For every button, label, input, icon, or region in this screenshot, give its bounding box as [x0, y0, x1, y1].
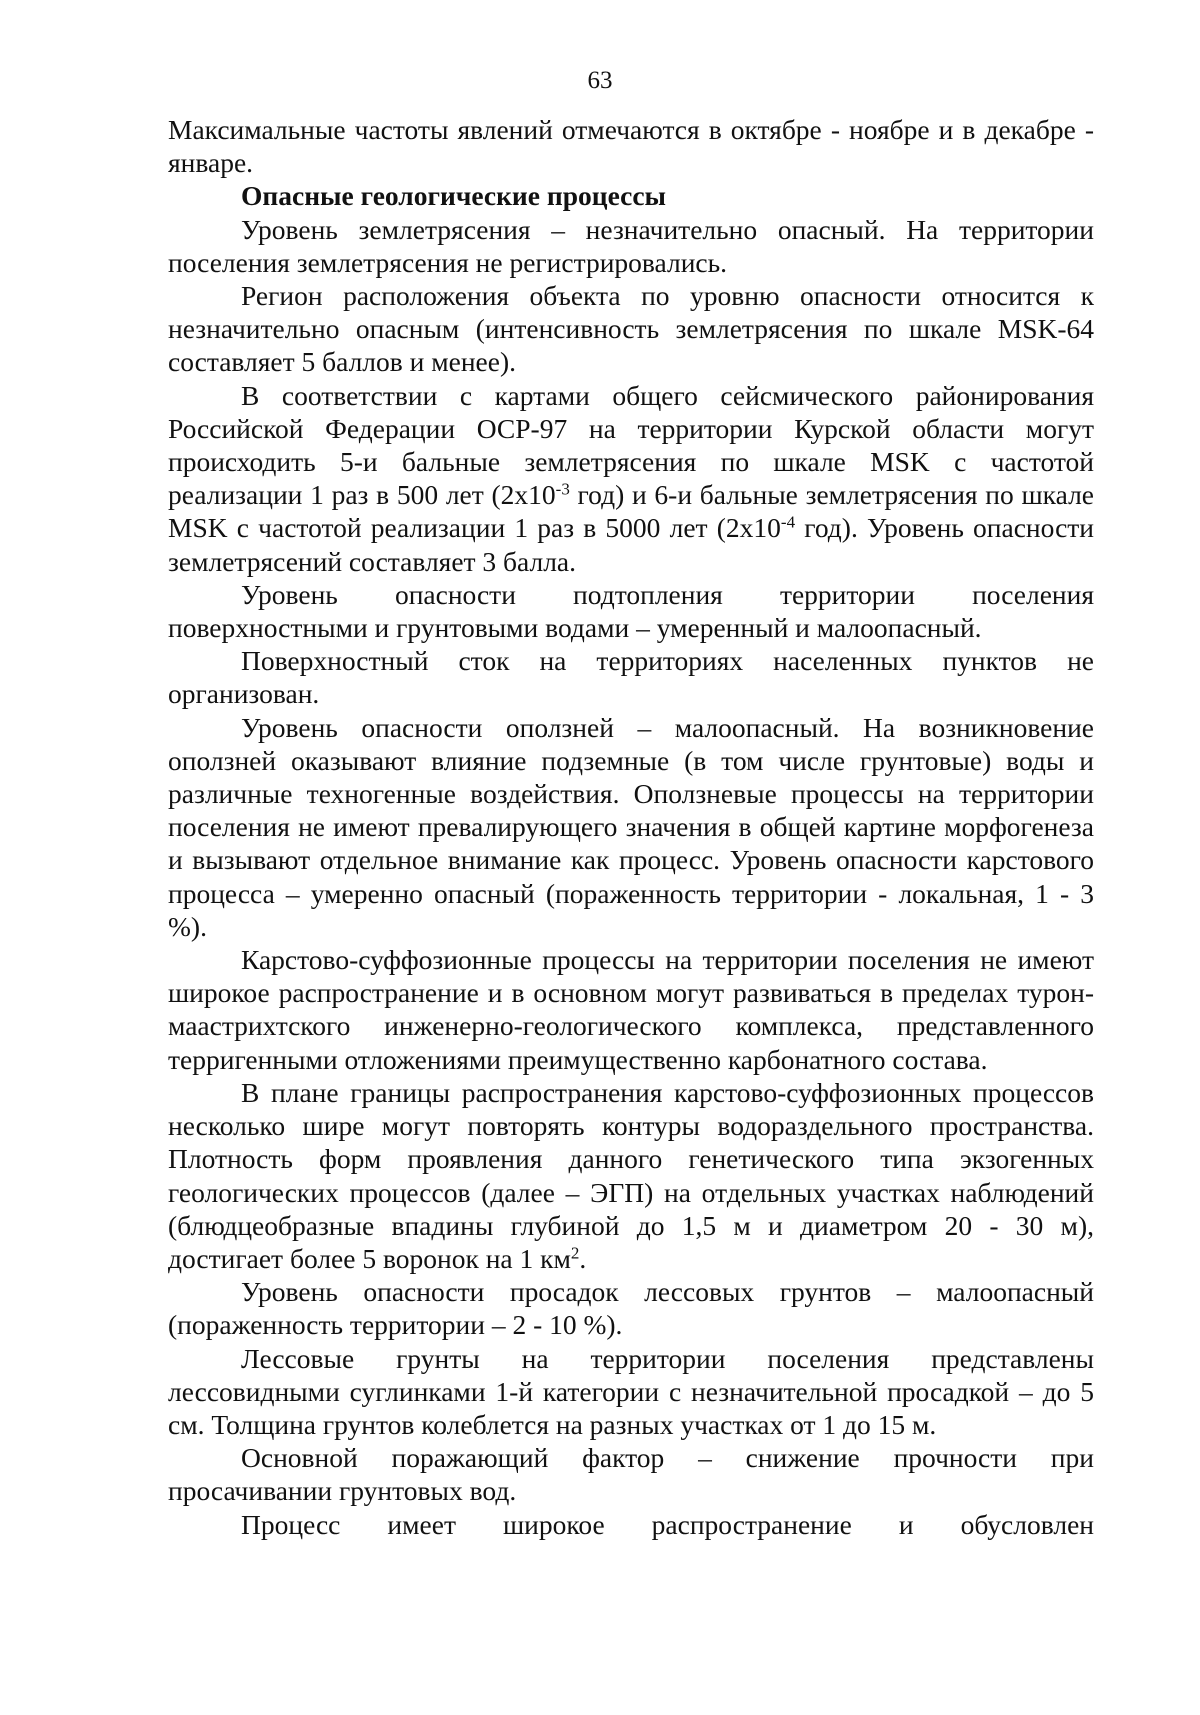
paragraph-region-hazard: Регион расположения объекта по уровню опасности относится к незначительно опасным (интенсивность землетрясения по шкале MSK-64 составляет 5 баллов и менее).	[168, 280, 1094, 378]
paragraph-loess-soils: Лессовые грунты на территории поселения представлены лессовидными суглинками 1-й категории с незначительной просадкой – до 5 см. Толщина грунтов колеблется на разных участках от 1 до 15 м.	[168, 1342, 1094, 1440]
seismic-exponent-2: -4	[780, 513, 796, 533]
seismic-text-part-1: В соответствии с картами общего сейсмического районирования Российской Федерации ОСР-97 на территории Курской области могут происходить 5-и бальные землетрясения по шкале MSK с частотой реализации 1 раз в 500 лет (2x10	[168, 379, 1094, 511]
paragraph-main-factor: Основной поражающий фактор – снижение прочности при просачивании грунтовых вод.	[168, 1442, 1094, 1507]
area-unit-exponent: 2	[570, 1243, 580, 1263]
paragraph-earthquake-level: Уровень землетрясения – незначительно опасный. На территории поселения землетрясения не регистрировались.	[168, 213, 1094, 278]
section-heading: Опасные геологические процессы	[241, 180, 667, 212]
paragraph-process-spread: Процесс имеет широкое распространение и обусловлен	[241, 1508, 1094, 1540]
seismic-exponent-1: -3	[555, 479, 570, 499]
paragraph-karst-density	[168, 1076, 1094, 1275]
page-number: 63	[587, 67, 613, 94]
karst-density-text: В плане границы распространения карстово-суффозионных процессов несколько шире могут повторять контуры водораздельного пространства. Плотность форм проявления данного генетического типа экзогенных геологических процессов (далее – ЭГП) на отдельных участках наблюдений (блюдцеобразные впадины глубиной до 1,5 м и диаметром 20 - 30 м), достигает более 5 воронок на 1 км	[168, 1076, 1094, 1274]
seismic-text-part-2: год) и 6-и бальные землетрясения по шкале MSK с частотой реализации 1 раз в 5000 лет (2x10	[168, 479, 1094, 544]
seismic-text-part-3: год). Уровень опасности землетрясений составляет 3 балла.	[168, 512, 1095, 577]
paragraph-flooding: Уровень опасности подтопления территории поселения поверхностными и грунтовыми водами – умеренный и малоопасный.	[168, 578, 1094, 644]
page-content	[168, 113, 1094, 1541]
paragraph-seismic-zoning	[168, 379, 1094, 578]
intro-paragraph: Максимальные частоты явлений отмечаются в октябре - ноябре и в декабре - январе.	[168, 114, 1094, 179]
paragraph-karst-suffosion: Карстово-суффозионные процессы на территории поселения не имеют широкое распространение и в основном могут развиваться в пределах турон-маастрихтского инженерно-геологического комплекса, представленного терригенными отложениями преимущественно карбонатного состава.	[168, 944, 1094, 1075]
paragraph-surface-runoff: Поверхностный сток на территориях населенных пунктов не организован.	[168, 645, 1094, 710]
karst-density-text-end: .	[579, 1242, 587, 1274]
paragraph-landslides-karst: Уровень опасности оползней – малоопасный. На возникновение оползней оказывают влияние подземные (в том числе грунтовые) воды и различные техногенные воздействия. Оползневые процессы на территории поселения не имеют превалирующего значения в общей картине морфогенеза и вызывают отдельное внимание как процесс. Уровень опасности карстового процесса – умеренно опасный (пораженность территории - локальная, 1 - 3 %).	[168, 711, 1094, 942]
paragraph-loess-subsidence: Уровень опасности просадок лессовых грунтов – малоопасный (пораженность территории – 2 - 10 %).	[168, 1276, 1094, 1341]
